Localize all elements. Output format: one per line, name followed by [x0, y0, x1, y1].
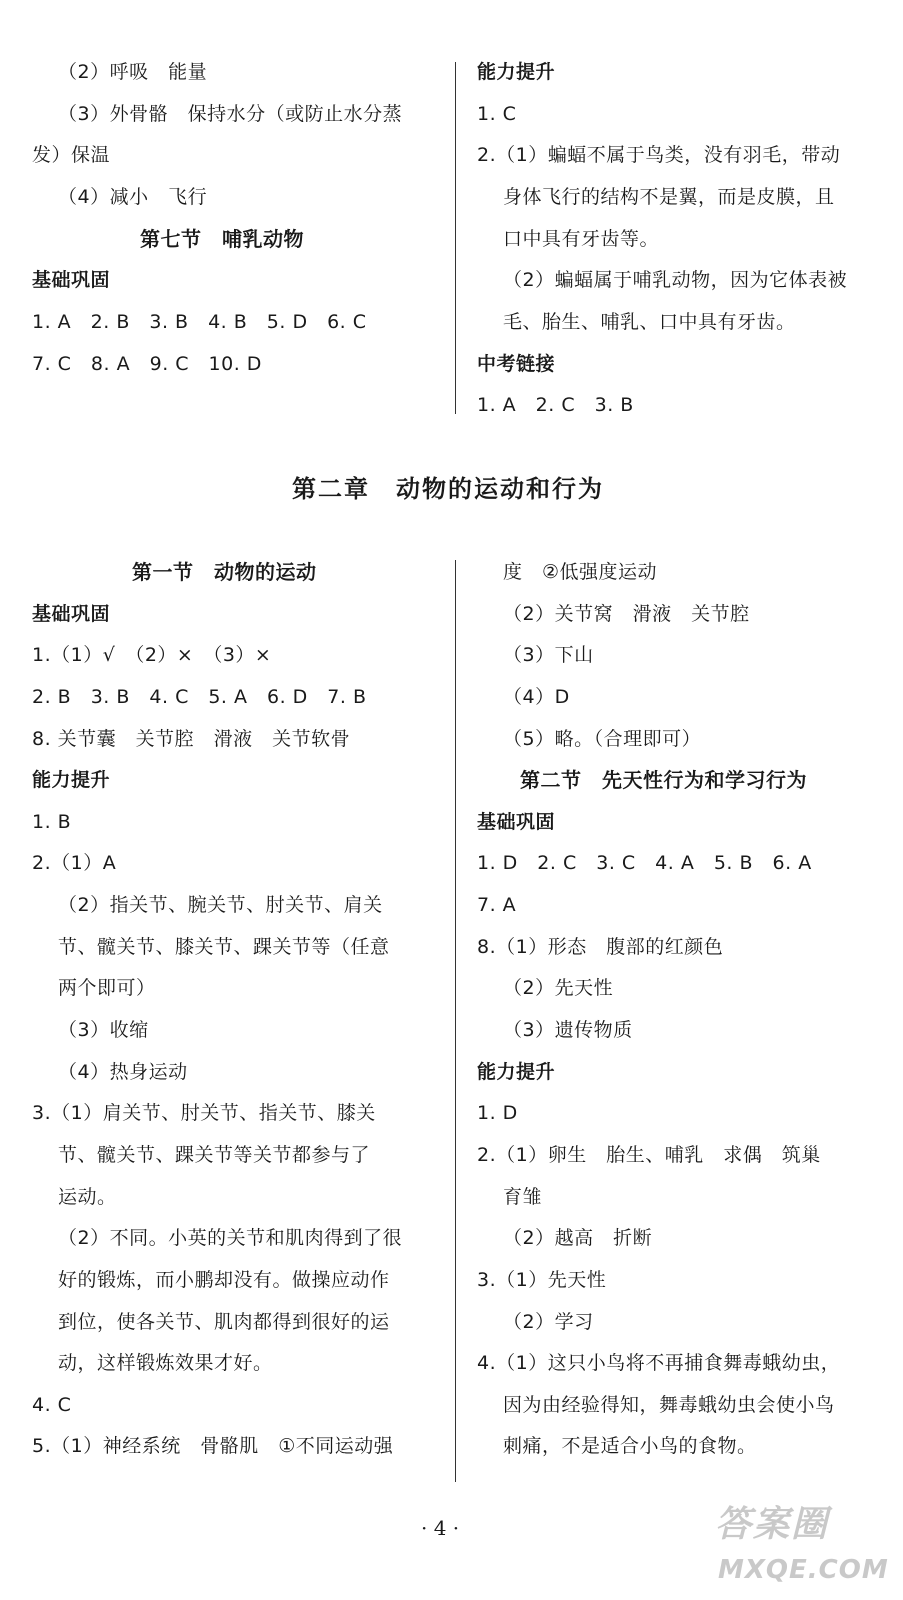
- answer-line: （2）越高 折断: [503, 1227, 653, 1249]
- answer-line: 动，这样锻炼效果才好。: [58, 1352, 273, 1374]
- page-number: · 4 ·: [421, 1516, 460, 1540]
- answer-line: 节、髋关节、膝关节、踝关节等（任意: [58, 936, 390, 958]
- answer-line: （2）先天性: [503, 977, 614, 999]
- answer-line: （5）略。（合理即可）: [503, 728, 702, 750]
- answer-line: （3）外骨骼 保持水分（或防止水分蒸: [58, 103, 403, 125]
- answer-line: 1. B: [32, 811, 72, 833]
- answer-line: 发）保温: [32, 144, 111, 166]
- answer-line: 4.（1）这只小鸟将不再捕食舞毒蛾幼虫，: [477, 1352, 841, 1374]
- answer-line: 身体飞行的结构不是翼，而是皮膜，且: [503, 186, 835, 208]
- answer-line: 两个即可）: [58, 977, 156, 999]
- answer-line: 3.（1）先天性: [477, 1269, 607, 1291]
- subsection-heading: 能力提升: [477, 61, 556, 83]
- answer-line: 3.（1）肩关节、肘关节、指关节、膝关: [32, 1102, 376, 1124]
- answer-line: （2）不同。小英的关节和肌肉得到了很: [58, 1227, 403, 1249]
- answer-line: 1. A 2. B 3. B 4. B 5. D 6. C: [32, 311, 367, 333]
- answer-line: 2.（1）A: [32, 852, 117, 874]
- answer-line: 刺痛，不是适合小鸟的食物。: [503, 1435, 757, 1457]
- column-divider: [455, 560, 456, 1482]
- section-title: 第七节 哺乳动物: [140, 227, 304, 251]
- answer-line: 度 ②低强度运动: [503, 561, 658, 583]
- answer-line: （3）下山: [503, 644, 594, 666]
- answer-line: 7. A: [477, 894, 517, 916]
- answer-line: 2.（1）卵生 胎生、哺乳 求偶 筑巢: [477, 1144, 821, 1166]
- watermark-url: MXQE.COM: [718, 1555, 889, 1585]
- answer-line: 1. A 2. C 3. B: [477, 394, 634, 416]
- answer-line: 运动。: [58, 1186, 117, 1208]
- answer-line: （4）D: [503, 686, 570, 708]
- subsection-heading: 基础巩固: [32, 603, 111, 625]
- answer-line: 1. D 2. C 3. C 4. A 5. B 6. A: [477, 852, 812, 874]
- answer-line: （4）减小 飞行: [58, 186, 208, 208]
- answer-line: 1. C: [477, 103, 517, 125]
- answer-line: 2. B 3. B 4. C 5. A 6. D 7. B: [32, 686, 367, 708]
- answer-line: （2）蝙蝠属于哺乳动物，因为它体表被: [503, 269, 848, 291]
- answer-line: 2.（1）蝙蝠不属于鸟类，没有羽毛，带动: [477, 144, 841, 166]
- answer-line: 好的锻炼，而小鹏却没有。做操应动作: [58, 1269, 390, 1291]
- answer-line: 到位，使各关节、肌肉都得到很好的运: [58, 1311, 390, 1333]
- answer-line: （3）收缩: [58, 1019, 149, 1041]
- answer-line: 7. C 8. A 9. C 10. D: [32, 353, 262, 375]
- answer-line: 4. C: [32, 1394, 72, 1416]
- answer-line: 5.（1）神经系统 骨骼肌 ①不同运动强: [32, 1435, 394, 1457]
- answer-line: 8.（1）形态 腹部的红颜色: [477, 936, 724, 958]
- answer-line: 因为由经验得知，舞毒蛾幼虫会使小鸟: [503, 1394, 835, 1416]
- answer-line: 1. D: [477, 1102, 518, 1124]
- chapter-title: 第二章 动物的运动和行为: [292, 475, 604, 503]
- subsection-heading: 基础巩固: [477, 811, 556, 833]
- answer-line: （4）热身运动: [58, 1061, 188, 1083]
- answer-line: （2）指关节、腕关节、肘关节、肩关: [58, 894, 383, 916]
- answer-line: （3）遗传物质: [503, 1019, 633, 1041]
- answer-line: 1.（1）√ （2）× （3）×: [32, 644, 272, 666]
- section-title: 第一节 动物的运动: [132, 560, 317, 584]
- answer-line: （2）关节窝 滑液 关节腔: [503, 603, 750, 625]
- answer-line: 8. 关节囊 关节腔 滑液 关节软骨: [32, 728, 351, 750]
- answer-line: 口中具有牙齿等。: [503, 228, 660, 250]
- subsection-heading: 能力提升: [32, 769, 111, 791]
- watermark-logo: 答案圈: [715, 1504, 830, 1545]
- subsection-heading: 中考链接: [477, 353, 556, 375]
- column-divider: [455, 62, 456, 414]
- answer-line: （2）学习: [503, 1311, 594, 1333]
- subsection-heading: 基础巩固: [32, 269, 111, 291]
- answer-line: 育雏: [503, 1186, 543, 1208]
- answer-line: 毛、胎生、哺乳、口中具有牙齿。: [503, 311, 796, 333]
- answer-line: （2）呼吸 能量: [58, 61, 208, 83]
- section-title: 第二节 先天性行为和学习行为: [520, 768, 807, 792]
- subsection-heading: 能力提升: [477, 1061, 556, 1083]
- answer-line: 节、髋关节、踝关节等关节都参与了: [58, 1144, 371, 1166]
